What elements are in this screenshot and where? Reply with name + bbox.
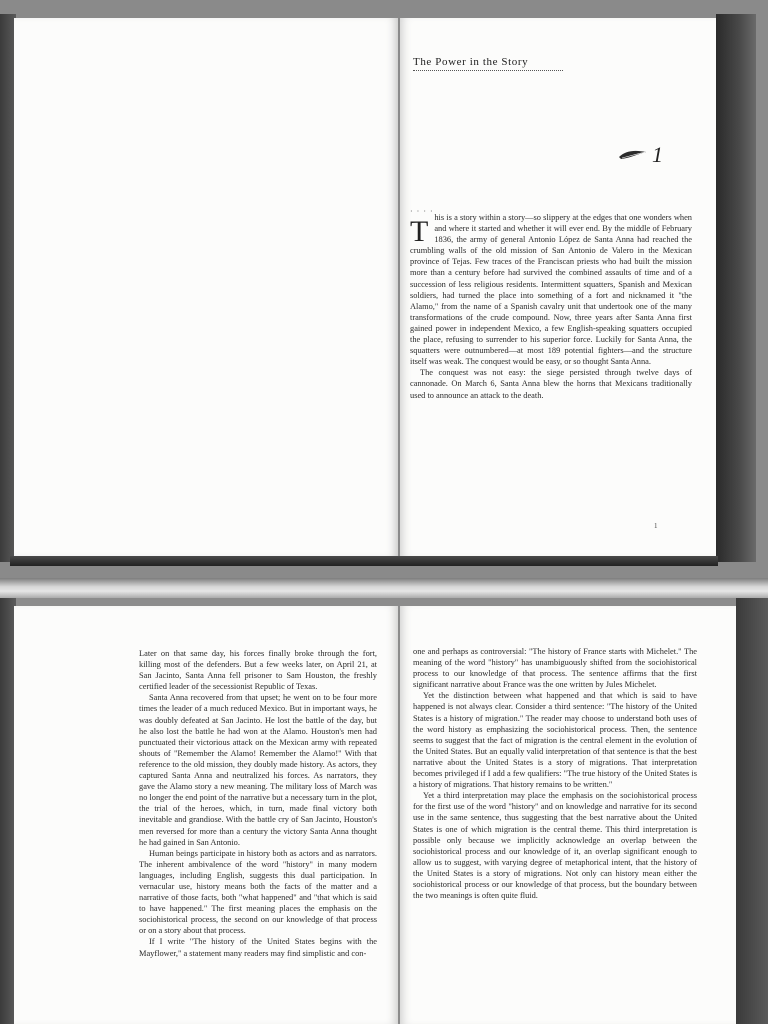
paragraph: Later on that same day, his forces finally broke through the fort, killing most of the defenders. But a few weeks later, on April 21, at San Jacinto, Santa Anna fell prisoner to Sam Houston, the freshly certified leader of the secessionist Republic of Texas. [139, 649, 377, 692]
dropcap-ornament: · · · · [410, 207, 434, 216]
dotted-rule [413, 70, 563, 71]
left-page-text [139, 648, 377, 959]
bottom-book-spread [0, 598, 768, 1024]
paragraph: Yet the distinction between what happened and that which is said to have happened is not always clear. Consider a third sentence: "The history of the United States is a history of migration." The reader may choose to understand both uses of the word history as emphasizing the sociohistorical process. Then, the sentence seems to suggest that the fact of migration is the central element in the evolution of the United States. But an equally valid interpretation of that sentence is that the best narrative about the United States is a story of migrations. That interpretation becomes privileged if I add a few qualifiers: "The true history of the United States is a history of migrations. That history remains to be written." [413, 691, 697, 790]
right-page [400, 606, 736, 1024]
paragraph: Santa Anna recovered from that upset; he went on to be four more times the leader of a much reduced Mexico. But in important ways, he was doubly defeated at San Jacinto. He lost the battle of the day, but he also lost the battle he had won at the Alamo. Houston's men had punctuated their victorious attack on the Mexican army with repeated shouts of "Remember the Alamo! Remember the Alamo!" With that reference to the old mission, they doubly made history. As actors, they captured Santa Anna and neutralized his forces. As narrators, they gave the Alamo story a new meaning. The military loss of March was no longer the end point of the narrative but a necessary turn in the plot, the trial of the heroes, which, in turn, made final victory both inevitable and grandiose. With the battle cry of San Jacinto, Houston's men reversed for more than a century the victory Santa Anna thought he had gained in San Antonio. [139, 693, 377, 847]
right-page-text [413, 646, 697, 901]
chapter-opening-page [400, 18, 718, 556]
left-page [14, 606, 398, 1024]
chapter-opening-text [410, 207, 692, 401]
book-bottom-edge [10, 556, 718, 566]
paragraph: Yet a third interpretation may place the emphasis on the sociohistorical process for the first use of the word "history" and on knowledge and narrative for its second use in the same sentence, thus suggesting that the best narrative about the United States is one of which migration is the central theme. This third interpretation is possible only because we implicitly acknowledge an overlap between the sociohistorical process and our knowledge of it, an overlap significant enough to allow us to suggest, with varying degree of metaphorical intent, that the history of the United States is a story of migrations. Not only can history mean either the sociohistorical process or our knowledge of that process, but the boundary between the two meanings is often quite fluid. [413, 791, 697, 901]
paragraph: one and perhaps as controversial: "The history of France starts with Michelet." The meaning of the word "history" has unambiguously shifted from the sociohistorical process to our knowledge of that process. The sentence affirms that the first significant narrative about France was the one written by Jules Michelet. [413, 647, 697, 690]
paragraph: If I write "The history of the United States begins with the Mayflower," a statement many readers may find simplistic and con- [139, 937, 377, 958]
blank-left-page [14, 18, 398, 556]
chapter-number: 1 [652, 142, 663, 167]
drop-cap: T [410, 215, 429, 248]
paragraph: The conquest was not easy: the siege persisted through twelve days of cannonade. On March 6, Santa Anna blew the horns that Mexicans traditionally used to announce an attack to the death. [410, 368, 692, 400]
paragraph: Human beings participate in history both as actors and as narrators. The inherent ambivalence of the word "history" in many modern languages, including English, suggests this dual participation. In vernacular use, history means both the facts of the matter and a narrative of those facts, both "what happened" and "that which is said to have happened." The first meaning places the emphasis on the sociohistorical process, the second on our knowledge of that process or on a story about that process. [139, 848, 377, 936]
book-cover-edge [716, 14, 756, 562]
quill-ornament-icon [618, 148, 648, 162]
scan-gap [0, 578, 768, 600]
page-number: 1 [654, 522, 658, 530]
book-cover-edge [736, 598, 768, 1024]
paragraph: his is a story within a story—so slippery at the edges that one wonders when and where it started and whether it will ever end. By the middle of February 1836, the army of general Antonio López de Santa Anna had reached the crumbling walls of the old mission of San Antonio de Valero in the Mexican province of Tejas. Few traces of the Franciscan priests who had built the mission more than a century before had survived the combined assaults of time and of a succession of less religious residents. Intermittent squatters, Spanish and Mexican soldiers, had turned the place into something of a fort and nicknamed it "the Alamo," from the name of a Spanish cavalry unit that undertook one of the many transformations of the crude compound. Now, three years after Santa Anna first gained power in independent Mexico, a few English-speaking squatters occupied the place, refusing to surrender to his superior force. Luckily for Santa Anna, the squatters were outnumbered—at most 189 potential fighters—and the structure itself was weak. The conquest would be easy, or so thought Santa Anna. [410, 213, 692, 367]
running-head: The Power in the Story [413, 56, 529, 68]
